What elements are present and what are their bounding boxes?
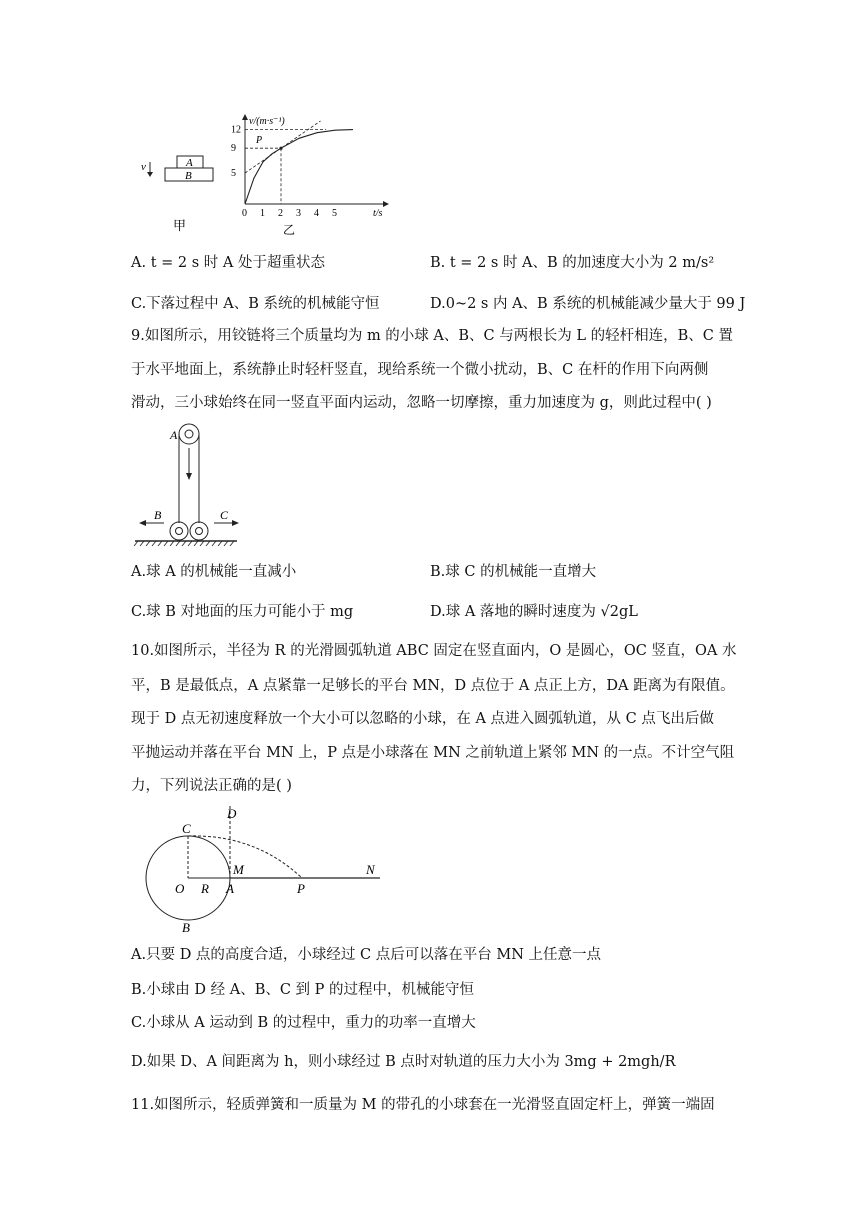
label-c: C — [182, 821, 191, 836]
label-n: N — [366, 862, 375, 877]
x-tick-label: 4 — [314, 208, 319, 219]
q9-figure — [130, 420, 245, 550]
q10-stem-line-5: 力，下列说法正确的是( ) — [131, 778, 292, 794]
y-tick-label: 5 — [231, 168, 236, 179]
q8-option-c[interactable]: C.下落过程中 A、B 系统的机械能守恒 — [131, 296, 380, 312]
ball-c — [190, 522, 208, 540]
point-p-label: P — [256, 135, 263, 146]
x-axis-arrow — [383, 201, 389, 207]
q8-option-d[interactable]: D.0~2 s 内 A、B 系统的机械能减少量大于 99 J — [430, 296, 746, 312]
q9-stem-line-1: 9.如图所示，用铰链将三个质量均为 m 的小球 A、B、C 与两根长为 L 的轻杆相连，B、C 置 — [131, 328, 733, 344]
ball-b-label: B — [154, 508, 162, 522]
q10-stem-line-3: 现于 D 点无初速度释放一个大小可以忽略的小球，在 A 点进入圆弧轨道，从 C 点飞出后做 — [131, 711, 714, 727]
x-tick-label: 5 — [332, 208, 337, 219]
q10-option-a[interactable]: A.只要 D 点的高度合适，小球经过 C 点后可以落在平台 MN 上任意一点 — [131, 947, 601, 963]
q10-stem-line-1: 10.如图所示，半径为 R 的光滑圆弧轨道 ABC 固定在竖直面内，O 是圆心，OC 竖直，OA 水 — [131, 643, 737, 659]
x-tick-label: 3 — [296, 208, 301, 219]
q8-figure-jia — [135, 148, 225, 238]
label-p: P — [297, 881, 305, 896]
x-tick-label: 1 — [260, 208, 265, 219]
q11-stem-line-1: 11.如图所示，轻质弹簧和一质量为 M 的带孔的小球套在一光滑竖直固定杆上，弹簧一端固 — [131, 1097, 715, 1113]
ball-a — [179, 424, 199, 444]
label-o: O — [175, 881, 185, 896]
block-a-label: A — [186, 157, 193, 169]
label-d: D — [227, 806, 237, 821]
label-b: B — [182, 920, 190, 935]
y-axis-label: v/(m·s⁻¹) — [249, 116, 285, 127]
q8-figure-yi-vt-chart — [225, 112, 395, 237]
q9-option-c[interactable]: C.球 B 对地面的压力可能小于 mg — [131, 604, 354, 620]
q10-stem-line-2: 平，B 是最低点，A 点紧靠一足够长的平台 MN，D 点位于 A 点正上方，DA 距离为有限值。 — [131, 678, 735, 694]
y-tick-label: 12 — [231, 124, 241, 136]
velocity-symbol: v — [141, 161, 146, 173]
block-b-label: B — [185, 170, 192, 182]
ball-a-label: A — [170, 428, 178, 442]
y-tick-label: 9 — [231, 143, 236, 155]
q8-option-b[interactable]: B. t = 2 s 时 A、B 的加速度大小为 2 m/s² — [430, 255, 715, 271]
ball-c-label: C — [220, 508, 229, 522]
projectile-path — [188, 836, 302, 878]
caption-jia: 甲 — [173, 218, 187, 233]
ball-b — [170, 522, 188, 540]
q9-stem-line-2: 于水平地面上，系统静止时轻杆竖直，现给系统一个微小扰动，B、C 在杆的作用下向两侧 — [131, 362, 709, 378]
q9-option-a[interactable]: A.球 A 的机械能一直减小 — [131, 564, 297, 580]
label-m: M — [233, 862, 244, 877]
q10-option-b[interactable]: B.小球由 D 经 A、B、C 到 P 的过程中，机械能守恒 — [131, 982, 475, 998]
q10-stem-line-4: 平抛运动并落在平台 MN 上，P 点是小球落在 MN 之前轨道上紧邻 MN 的一点。不计空气阻 — [131, 745, 735, 761]
label-r: R — [201, 881, 209, 896]
label-a: A — [226, 881, 234, 896]
q9-option-b[interactable]: B.球 C 的机械能一直增大 — [430, 564, 597, 580]
y-axis-arrow — [242, 114, 248, 120]
point-p — [279, 147, 282, 150]
q9-option-d[interactable]: D.球 A 落地的瞬时速度为 √2gL — [430, 604, 638, 620]
q10-option-d[interactable]: D.如果 D、A 间距离为 h，则小球经过 B 点时对轨道的压力大小为 3mg + 2mgh/R — [131, 1054, 676, 1070]
x-axis-label: t/s — [373, 208, 383, 219]
q10-option-c[interactable]: C.小球从 A 运动到 B 的过程中，重力的功率一直增大 — [131, 1015, 476, 1031]
caption-yi: 乙 — [283, 223, 296, 237]
x-tick-label: 0 — [242, 208, 247, 219]
x-tick-label: 2 — [278, 208, 283, 219]
q9-stem-line-3: 滑动，三小球始终在同一竖直平面内运动，忽略一切摩擦，重力加速度为 g，则此过程中( ) — [131, 395, 712, 411]
q8-option-a[interactable]: A. t = 2 s 时 A 处于超重状态 — [131, 255, 325, 271]
q10-figure — [140, 798, 390, 938]
